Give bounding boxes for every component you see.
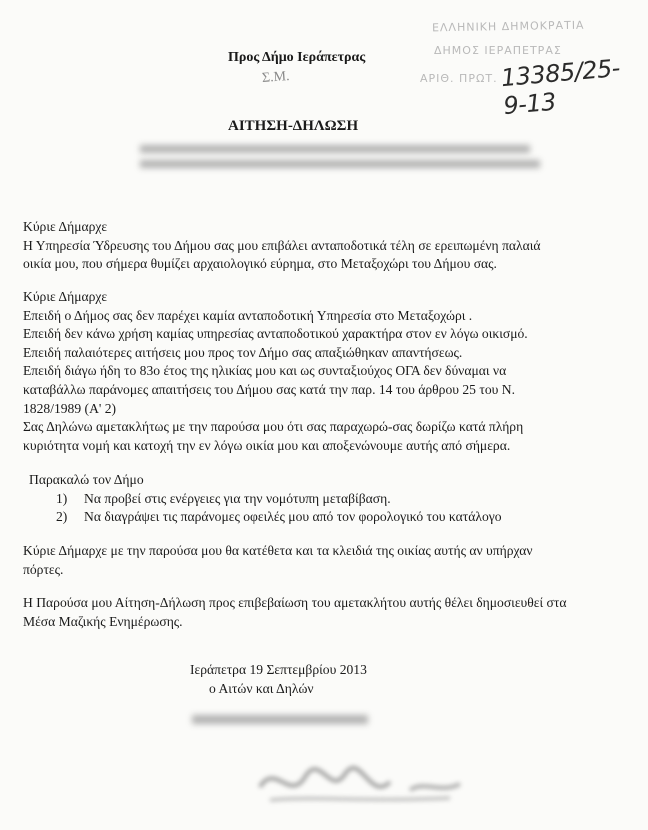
text-line: 1828/1989 (Α' 2) (23, 400, 117, 416)
text-line: Η Παρούσα μου Αίτηση-Δήλωση προς επιβεβαίωση του αμετακλήτου αυτής θέλει δημοσιευθεί στα (23, 595, 567, 610)
list-number: 1) (56, 490, 68, 506)
document-title: ΑΙΤΗΣΗ-ΔΗΛΩΣΗ (228, 118, 359, 134)
text-line: οικία μου, που σήμερα θυμίζει αρχαιολογικό εύρημα, στο Μεταξοχώρι του Δήμου σας. (23, 256, 497, 272)
redacted-sender-line-1 (140, 145, 530, 153)
list-text: Να προβεί στις ενέργειες για την νομότυπη μεταβίβαση. (84, 490, 391, 506)
stamp-line-1: ΕΛΛΗΝΙΚΗ ΔΗΜΟΚΡΑΤΙΑ (431, 18, 585, 35)
greeting: Κύριε Δήμαρχε (23, 289, 108, 304)
redacted-sender-line-2 (140, 160, 540, 168)
addressee-line: Προς Δήμο Ιεράπετρας (228, 50, 366, 65)
request-intro: Παρακαλώ τον Δήμο (29, 472, 144, 487)
text-line: Επειδή παλαιότερες αιτήσεις μου προς τον Δήμο σας απαξιώθηκαν απαντήσεως. (23, 344, 463, 360)
signature-blurred (250, 752, 480, 812)
text-line: κυριότητα νομή και κατοχή την εν λόγω οικία μου και αποξενώνουμε αυτής από σήμερα. (23, 437, 511, 453)
greeting: Κύριε Δήμαρχε (23, 219, 108, 234)
signer-line: ο Αιτών και Δηλών (209, 681, 314, 696)
text-line: Επειδή δεν κάνω χρήση καμίας υπηρεσίας ανταποδοτικού χαρακτήρα στον εν λόγω οικισμό. (23, 326, 528, 342)
request-list (56, 490, 623, 527)
stamp-line-2: ΔΗΜΟΣ ΙΕΡΑΠΕΤΡΑΣ (434, 44, 562, 57)
text-line: καταβάλλω παράνομες απαιτήσεις του Δήμου σας κατά την παρ. 14 του άρθρου 25 του Ν. (23, 381, 515, 397)
list-item (56, 508, 623, 527)
text-line: Σας Δηλώνω αμετακλήτως με την παρούσα μου ότι σας παραχωρώ-σας δωρίζω κατά πλήρη (23, 419, 524, 434)
redacted-signer-name (192, 715, 368, 724)
paragraph-1 (23, 218, 623, 274)
paragraph-3 (23, 418, 623, 455)
paragraph-6 (23, 594, 623, 631)
text-line: Μέσα Μαζικής Ενημέρωσης. (23, 613, 183, 629)
paragraph-5 (23, 542, 623, 579)
list-item (56, 490, 623, 509)
date-line: Ιεράπετρα 19 Σεπτεμβρίου 2013 (190, 662, 367, 677)
stamp-line-3: ΑΡΙΘ. ΠΡΩΤ. (420, 72, 498, 85)
paragraph-4 (23, 471, 623, 527)
list-text: Να διαγράψει τις παράνομες οφειλές μου από τον φορολογικό του κατάλογο (84, 509, 502, 525)
handwritten-scribble: Σ.Μ. (261, 69, 291, 86)
list-number: 2) (56, 509, 68, 525)
text-line: Επειδή ο Δήμος σας δεν παρέχει καμία ανταποδοτική Υπηρεσία στο Μεταξοχώρι . (23, 307, 473, 323)
text-line: Επειδή διάγω ήδη το 83ο έτος της ηλικίας μου και ως συνταξιούχος ΟΓΑ δεν δύναμαι να (23, 363, 507, 379)
protocol-number: 13385/25-9-13 (499, 53, 621, 121)
paragraph-2 (23, 288, 623, 418)
protocol-stamp (412, 14, 644, 121)
text-line: Η Υπηρεσία Ύδρευσης του Δήμου σας μου επιβάλει ανταποδοτικά τέλη σε ερειπωμένη παλαιά (23, 237, 541, 253)
text-line: Κύριε Δήμαρχε με την παρούσα μου θα κατέθετα και τα κλειδιά της οικίας αυτής αν υπήρχαν (23, 543, 533, 558)
text-line: πόρτες. (23, 561, 64, 577)
